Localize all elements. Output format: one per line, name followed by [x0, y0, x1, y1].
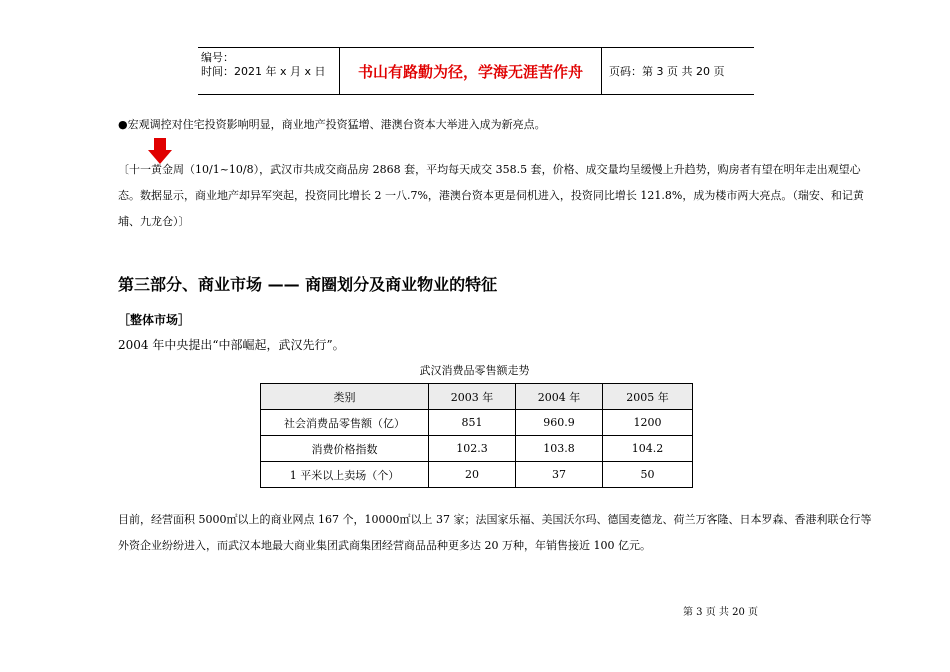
table-row — [261, 462, 693, 488]
table-header-cell: 类别 — [261, 384, 429, 410]
table-header-cell: 2003 年 — [429, 384, 516, 410]
header-number-label: 编号： — [201, 51, 234, 64]
table-header-cell: 2004 年 — [516, 384, 603, 410]
table-cell: 851 — [429, 410, 516, 436]
table-header-row — [261, 384, 693, 410]
table-header-cell: 2005 年 — [603, 384, 693, 410]
header-motto: 书山有路勤为径，学海无涯苦作舟 — [339, 48, 602, 94]
table-cell: 103.8 — [516, 436, 603, 462]
paragraph-golden-week: 〔十一黄金周（10/1~10/8），武汉市共成交商品房 2868 套，平均每天成交 358.5 套，价格、成交量均呈缓慢上升趋势，购房者有望在明年走出观望心态。数据显示，商业地产却异军突起，投资同比增长 2 一八.7%，港澳台资本更是伺机进入，投资同比增长 121.8%，成为楼市两大亮点。（瑞安、和记黄埔、九龙仓）〕 — [118, 163, 864, 228]
sub-text: 2004 年中央提出“中部崛起，武汉先行”。 — [118, 338, 345, 352]
table-title: 武汉消费品零售额走势 — [419, 364, 530, 377]
table-row — [261, 436, 693, 462]
table-cell: 1200 — [603, 410, 693, 436]
retail-sales-table — [260, 383, 693, 488]
table-cell: 社会消费品零售额（亿） — [261, 410, 429, 436]
table-cell: 20 — [429, 462, 516, 488]
table-cell: 消费价格指数 — [261, 436, 429, 462]
sub-title: ［整体市场］ — [118, 313, 191, 327]
table-cell: 104.2 — [603, 436, 693, 462]
page-footer: 第 3 页 共 20 页 — [683, 607, 758, 618]
bullet-text: ●宏观调控对住宅投资影响明显，商业地产投资猛增、港澳台资本大举进入成为新亮点。 — [118, 118, 546, 131]
table-cell: 102.3 — [429, 436, 516, 462]
page-header — [198, 47, 754, 95]
paragraph-retail-outlets: 目前，经营面积 5000㎡以上的商业网点 167 个，10000㎡以上 37 家；法国家乐福、美国沃尔玛、德国麦德龙、荷兰万客隆、日本罗森、香港利联仓行等外资企业纷纷进入，而武汉本地最大商业集团武商集团经营商品品种更多达 20 万种，年销售接近 100 亿元。 — [118, 513, 872, 552]
table-cell: 1 平米以上卖场（个） — [261, 462, 429, 488]
table-cell: 960.9 — [516, 410, 603, 436]
table-cell: 37 — [516, 462, 603, 488]
section-title: 第三部分、商业市场 —— 商圈划分及商业物业的特征 — [118, 275, 498, 294]
header-time-label: 时间：2021 年 x 月 x 日 — [201, 65, 326, 78]
header-page-info: 页码：第 3 页 共 20 页 — [609, 65, 725, 78]
table-cell: 50 — [603, 462, 693, 488]
header-meta — [198, 48, 339, 94]
table-row — [261, 410, 693, 436]
